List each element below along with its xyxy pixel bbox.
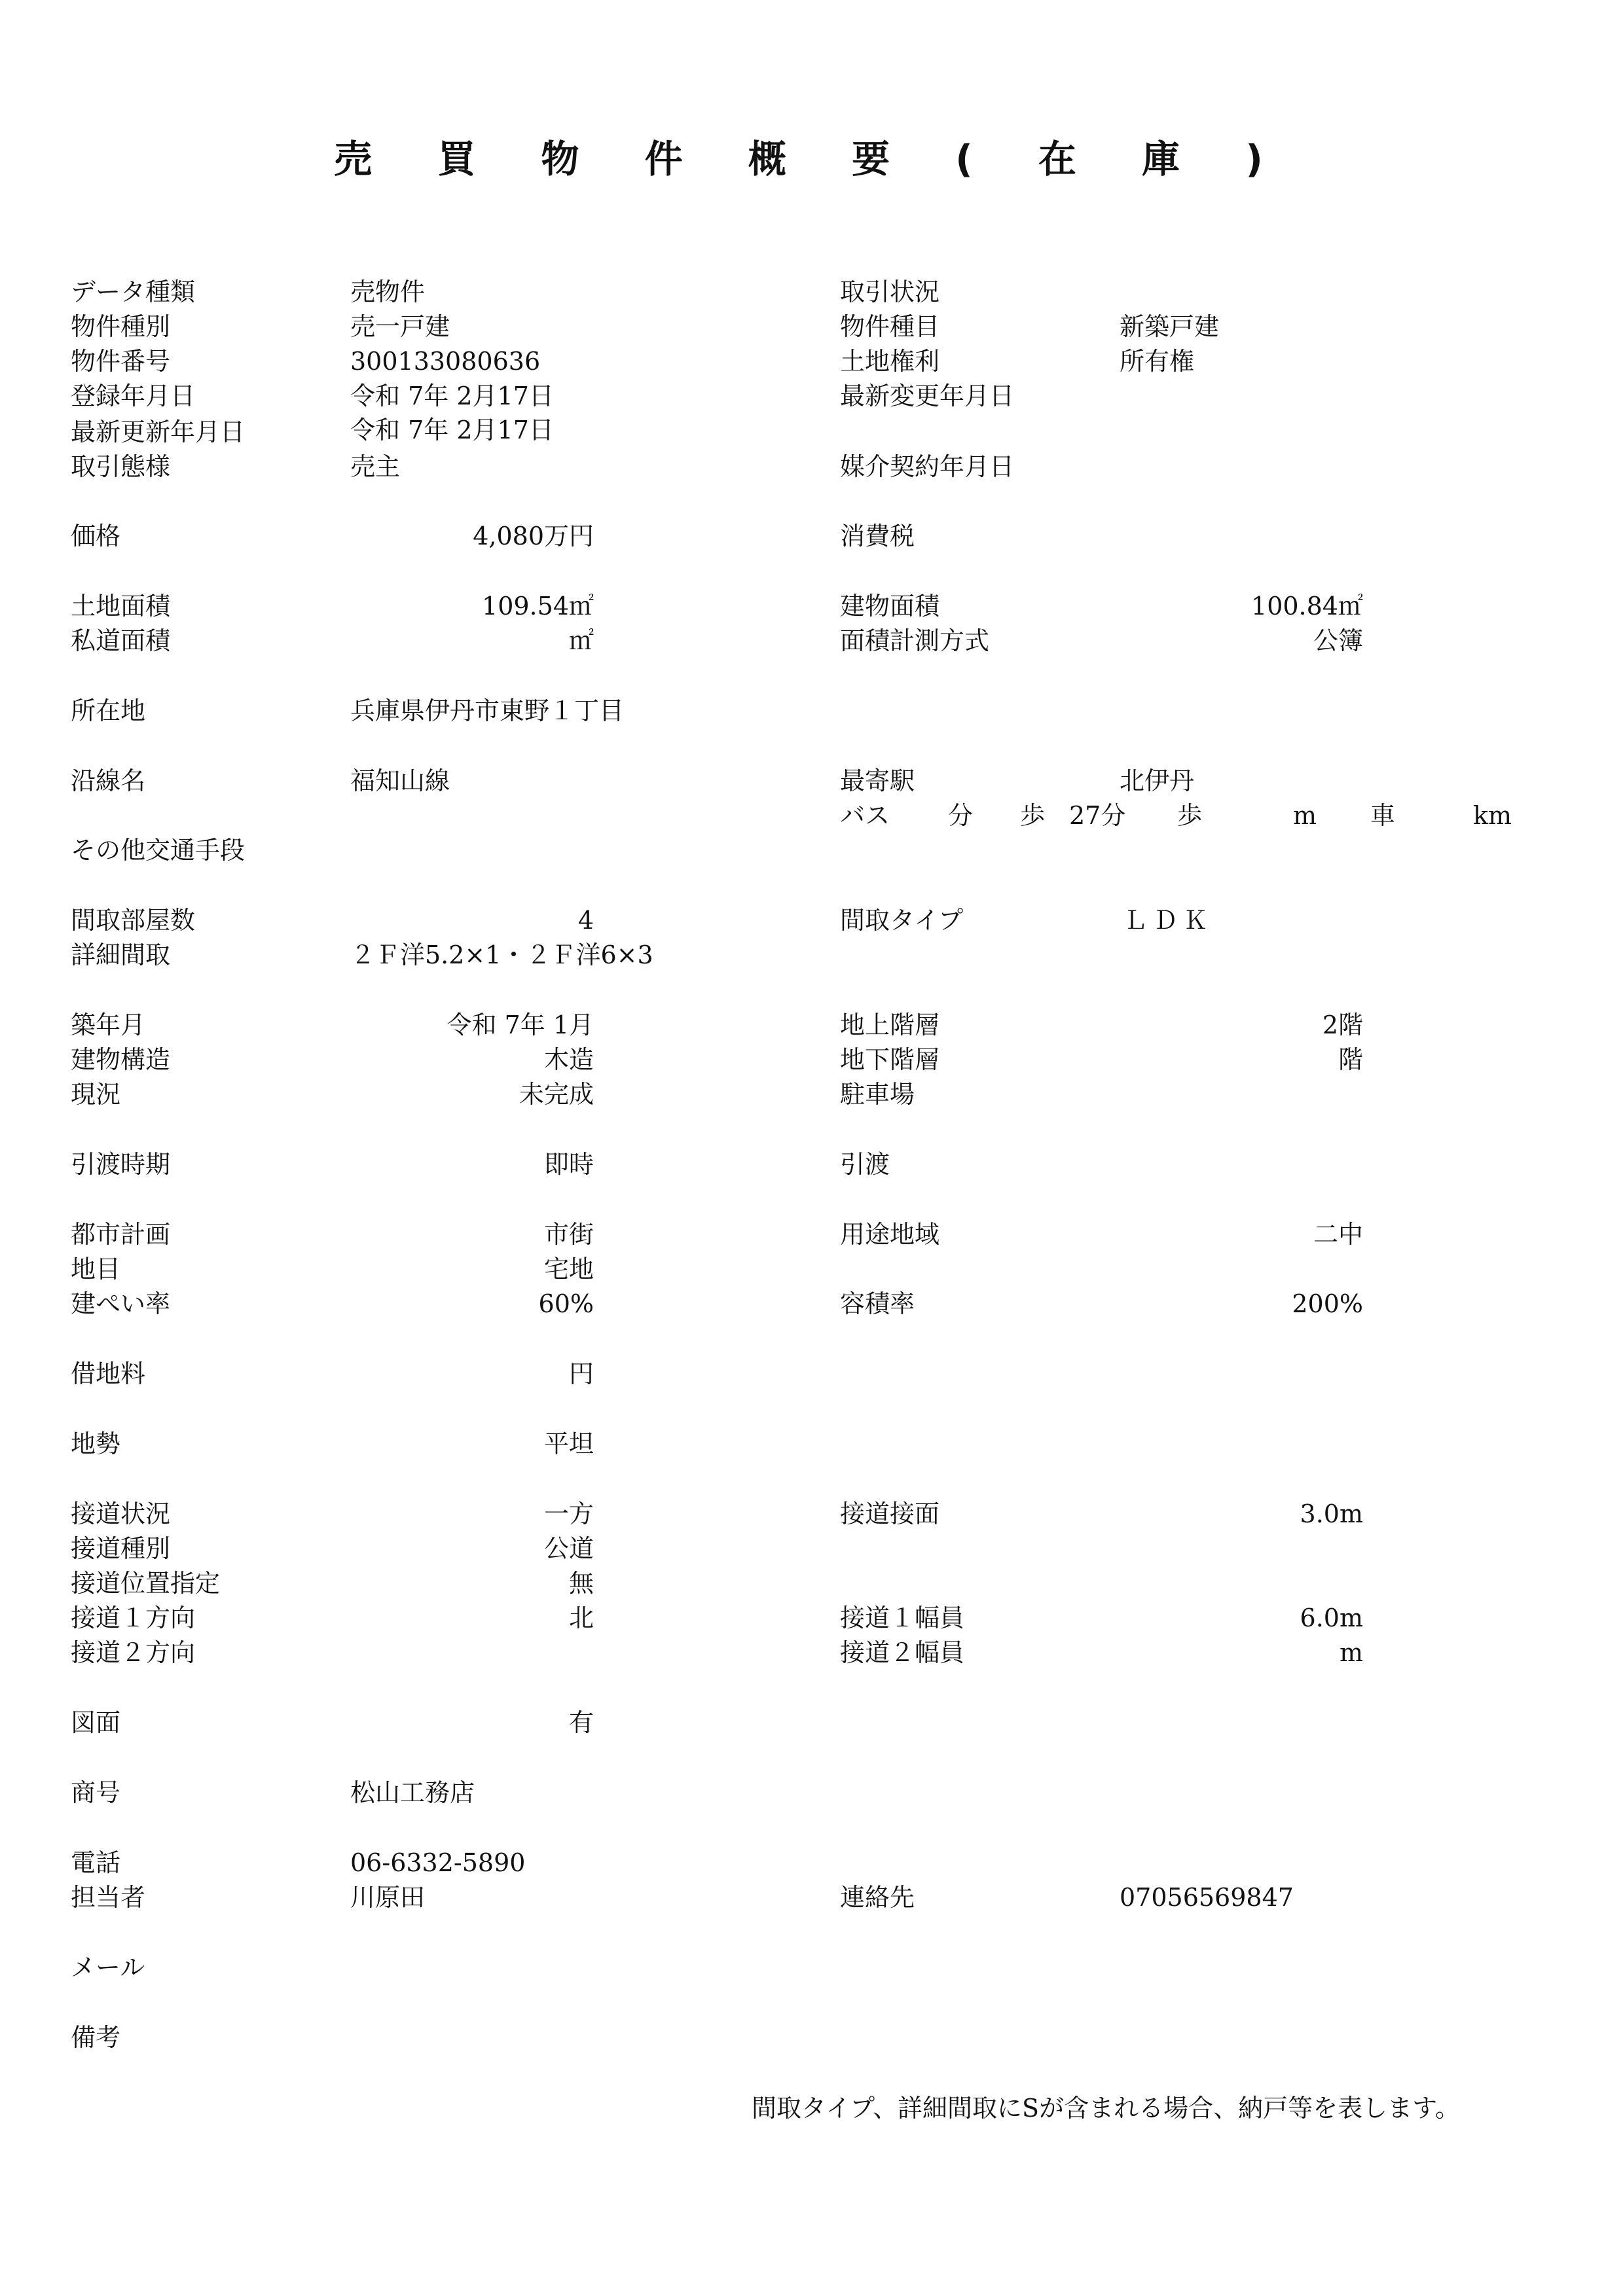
label-price: 価格 bbox=[71, 522, 121, 550]
label-consumption-tax: 消費税 bbox=[840, 522, 915, 550]
label-email: メール bbox=[71, 1953, 145, 1982]
label-parking: 駐車場 bbox=[840, 1080, 915, 1109]
label-land-rent: 借地料 bbox=[71, 1359, 146, 1388]
label-road-frontage: 接道接面 bbox=[840, 1499, 940, 1528]
label-structure: 建物構造 bbox=[71, 1045, 171, 1074]
label-floor-area-ratio: 容積率 bbox=[840, 1289, 915, 1318]
value-property-item: 新築戸建 bbox=[1120, 312, 1220, 341]
value-price: 4,080万円 bbox=[473, 522, 594, 550]
label-land-area: 土地面積 bbox=[71, 592, 171, 620]
value-address: 兵庫県伊丹市東野１丁目 bbox=[350, 696, 625, 725]
value-road-status: 一方 bbox=[543, 1499, 594, 1528]
label-current-status: 現況 bbox=[71, 1080, 121, 1109]
label-city-planning: 都市計画 bbox=[71, 1220, 171, 1249]
label-line: 沿線名 bbox=[71, 766, 146, 795]
value-structure: 木造 bbox=[543, 1045, 594, 1074]
label-brokerage-date: 媒介契約年月日 bbox=[840, 452, 1015, 481]
walk-meters-unit: m bbox=[1293, 801, 1317, 830]
value-nearest-station: 北伊丹 bbox=[1120, 766, 1195, 795]
value-floor-area-ratio: 200% bbox=[1292, 1289, 1363, 1318]
value-coverage-ratio: 60% bbox=[538, 1289, 594, 1318]
value-road2-width: m bbox=[1339, 1638, 1363, 1667]
label-contact: 連絡先 bbox=[840, 1883, 915, 1912]
label-property-kind: 物件種別 bbox=[71, 312, 171, 341]
label-nearest-station: 最寄駅 bbox=[840, 766, 915, 795]
label-latest-change-date: 最新変更年月日 bbox=[840, 382, 1015, 410]
label-latest-update-date: 最新更新年月日 bbox=[71, 418, 246, 446]
label-trade-name: 商号 bbox=[71, 1778, 121, 1807]
label-drawing: 図面 bbox=[71, 1708, 121, 1737]
label-rooms: 間取部屋数 bbox=[71, 906, 196, 935]
label-floors-below: 地下階層 bbox=[840, 1045, 940, 1074]
value-handover-time: 即時 bbox=[543, 1150, 594, 1179]
value-road1-width: 6.0m bbox=[1300, 1604, 1363, 1632]
label-data-kind: データ種類 bbox=[71, 278, 196, 306]
label-address: 所在地 bbox=[71, 696, 146, 725]
label-built-date: 築年月 bbox=[71, 1011, 146, 1039]
value-latest-update-date: 令和 7年 2月17日 bbox=[350, 416, 554, 444]
label-registered-date: 登録年月日 bbox=[71, 382, 196, 410]
value-layout-type: ＬＤＫ bbox=[1123, 906, 1214, 935]
value-drawing: 有 bbox=[568, 1708, 594, 1737]
label-road-designation: 接道位置指定 bbox=[71, 1569, 221, 1598]
value-road1-direction: 北 bbox=[568, 1604, 594, 1632]
value-land-rent: 円 bbox=[568, 1359, 594, 1388]
value-road-type: 公道 bbox=[543, 1534, 594, 1563]
label-land-category: 地目 bbox=[71, 1255, 121, 1283]
value-road-frontage: 3.0m bbox=[1300, 1499, 1363, 1528]
value-city-planning: 市街 bbox=[543, 1220, 594, 1249]
label-property-no: 物件番号 bbox=[71, 347, 171, 376]
walk-minutes: 27分 bbox=[1069, 801, 1126, 830]
value-detail-layout: ２Ｆ洋5.2×1・２Ｆ洋6×3 bbox=[350, 941, 653, 969]
value-land-area: 109.54㎡ bbox=[482, 592, 594, 620]
value-land-right: 所有権 bbox=[1120, 347, 1195, 376]
label-road1-direction: 接道１方向 bbox=[71, 1604, 196, 1632]
value-trade-name: 松山工務店 bbox=[350, 1778, 475, 1807]
value-floors-below: 階 bbox=[1338, 1045, 1363, 1074]
value-line: 福知山線 bbox=[350, 766, 450, 795]
value-private-road-area: ㎡ bbox=[568, 626, 594, 655]
value-use-zone: 二中 bbox=[1313, 1220, 1363, 1249]
label-land-right: 土地権利 bbox=[840, 347, 940, 376]
label-area-method: 面積計測方式 bbox=[840, 626, 990, 655]
value-built-date: 令和 7年 1月 bbox=[447, 1011, 594, 1039]
label-road-type: 接道種別 bbox=[71, 1534, 171, 1563]
value-road-designation: 無 bbox=[568, 1569, 594, 1598]
label-private-road-area: 私道面積 bbox=[71, 626, 171, 655]
document-title: 売 買 物 件 概 要 ( 在 庫 ) bbox=[334, 137, 1289, 181]
value-terrain: 平坦 bbox=[543, 1429, 594, 1458]
value-land-category: 宅地 bbox=[543, 1255, 594, 1283]
label-trade-status: 取引状況 bbox=[840, 278, 940, 306]
value-current-status: 未完成 bbox=[519, 1080, 594, 1109]
value-phone: 06-6332-5890 bbox=[350, 1848, 526, 1877]
value-property-kind: 売一戸建 bbox=[350, 312, 450, 341]
label-terrain: 地勢 bbox=[71, 1429, 121, 1458]
bus-minutes-unit: 分 bbox=[948, 801, 974, 830]
value-property-no: 300133080636 bbox=[350, 347, 541, 376]
label-person: 担当者 bbox=[71, 1883, 146, 1912]
value-area-method: 公簿 bbox=[1313, 626, 1363, 655]
value-person: 川原田 bbox=[350, 1883, 426, 1912]
label-layout-type: 間取タイプ bbox=[840, 906, 964, 935]
label-road2-direction: 接道２方向 bbox=[71, 1638, 196, 1667]
label-phone: 電話 bbox=[71, 1848, 121, 1877]
value-data-kind: 売物件 bbox=[350, 278, 426, 306]
label-remarks: 備考 bbox=[71, 2023, 121, 2052]
value-rooms: 4 bbox=[577, 906, 594, 935]
walk-label-2: 歩 bbox=[1177, 801, 1203, 830]
label-building-area: 建物面積 bbox=[840, 592, 940, 620]
label-handover: 引渡 bbox=[840, 1150, 890, 1179]
label-trade-mode: 取引態様 bbox=[71, 452, 171, 481]
label-road2-width: 接道２幅員 bbox=[840, 1638, 965, 1667]
label-road1-width: 接道１幅員 bbox=[840, 1604, 965, 1632]
label-use-zone: 用途地域 bbox=[840, 1220, 940, 1249]
value-registered-date: 令和 7年 2月17日 bbox=[350, 382, 554, 410]
label-road-status: 接道状況 bbox=[71, 1499, 171, 1528]
footnote: 間取タイプ、詳細間取にSが含まれる場合、納戸等を表します。 bbox=[752, 2094, 1461, 2123]
walk-label-1: 歩 bbox=[1020, 801, 1046, 830]
value-floors-above: 2階 bbox=[1322, 1011, 1363, 1039]
label-property-item: 物件種目 bbox=[840, 312, 940, 341]
bus-label: バス bbox=[840, 801, 890, 830]
car-km-unit: km bbox=[1473, 801, 1512, 830]
value-building-area: 100.84㎡ bbox=[1251, 592, 1363, 620]
value-trade-mode: 売主 bbox=[350, 452, 401, 481]
label-other-transport: その他交通手段 bbox=[71, 836, 246, 865]
value-contact: 07056569847 bbox=[1120, 1883, 1294, 1912]
label-detail-layout: 詳細間取 bbox=[71, 941, 171, 969]
car-label: 車 bbox=[1370, 801, 1396, 830]
label-floors-above: 地上階層 bbox=[840, 1011, 940, 1039]
label-handover-time: 引渡時期 bbox=[71, 1150, 171, 1179]
label-coverage-ratio: 建ぺい率 bbox=[71, 1289, 171, 1318]
